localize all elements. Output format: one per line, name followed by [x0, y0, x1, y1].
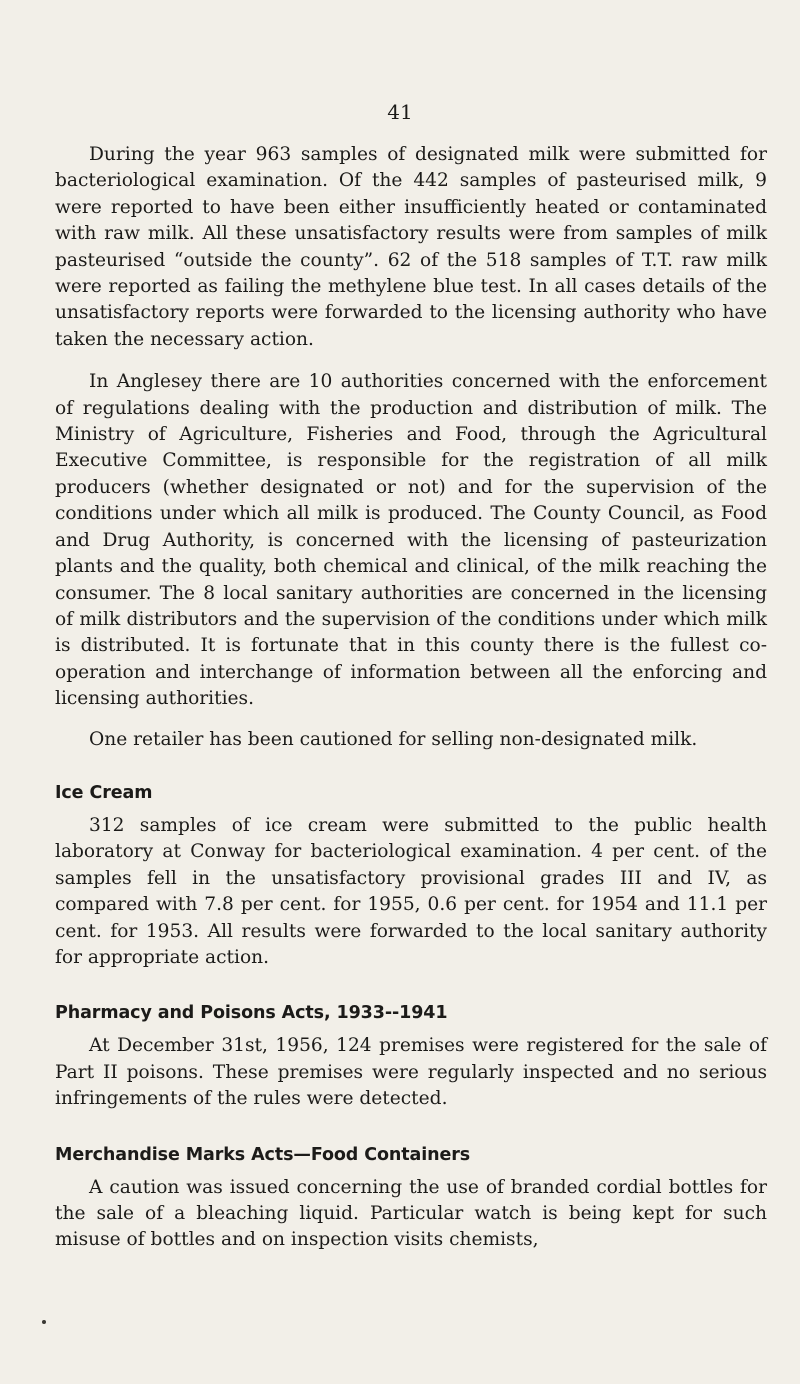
section-merchandise-marks — [55, 1143, 767, 1254]
section-ice-cream — [55, 781, 767, 971]
print-speck — [42, 1320, 46, 1324]
paragraph-ice-cream: 312 samples of ice cream were submitted to the public health laboratory at Conway for bacteriological examination. 4 per cent. of the samples fell in the unsatisfactory provisional grades III and IV, as compared with 7.8 per cent. for 1955, 0.6 per cent. for 1954 and 11.1 per cent. for 1953. All results were forwarded to the local sanitary authority for appropriate action. — [55, 814, 767, 968]
section-pharmacy-poisons — [55, 1001, 767, 1112]
paragraph-merchandise-marks: A caution was issued concerning the use of branded cordial bottles for the sale of a bleaching liquid. Particular watch is being kept for such misuse of bottles and on inspection visits chemists, — [55, 1176, 767, 1251]
heading-pharmacy-poisons: Pharmacy and Poisons Acts, 1933--1941 — [55, 1003, 448, 1024]
page-body — [55, 142, 767, 1254]
paragraph-pharmacy-poisons: At December 31st, 1956, 124 premises were registered for the sale of Part II poisons. These premises were regularly inspected and no serious infringements of the rules were detected. — [55, 1035, 767, 1110]
paragraph-anglesey-authorities: In Anglesey there are 10 authorities concerned with the enforcement of regulations dealing with the production and distribution of milk. The Ministry of Agriculture, Fisheries and Food, through the Agricultural Executive Committee, is responsible for the registration of all milk producers (whether designated or not) and for the supervision of the conditions under which all milk is produced. The County Council, as Food and Drug Authority, is concerned with the licensing of pasteurization plants and the quality, both chemical and clinical, of the milk reaching the consumer. The 8 local sanitary authorities are concerned in the licensing of milk distributors and the supervision of the conditions under which milk is distributed. It is fortunate that in this county there is the fullest co-operation and interchange of information between all the enforcing and licensing authorities. — [55, 371, 767, 710]
paragraph-designated-milk: During the year 963 samples of designated milk were submitted for bacteriological examination. Of the 442 samples of pasteurised milk, 9 were reported to have been either insufficiently heated or contaminated with raw milk. All these unsatisfactory results were from samples of milk pasteurised “outside the county”. 62 of the 518 samples of T.T. raw milk were reported as failing the methylene blue test. In all cases details of the unsatisfactory reports were forwarded to the licensing authority who have taken the necessary action. — [55, 144, 767, 350]
page-number: 41 — [387, 100, 413, 124]
heading-ice-cream: Ice Cream — [55, 782, 153, 803]
heading-merchandise-marks: Merchandise Marks Acts—Food Containers — [55, 1144, 471, 1165]
paragraph-retailer-cautioned: One retailer has been cautioned for selling non-designated milk. — [89, 728, 698, 750]
